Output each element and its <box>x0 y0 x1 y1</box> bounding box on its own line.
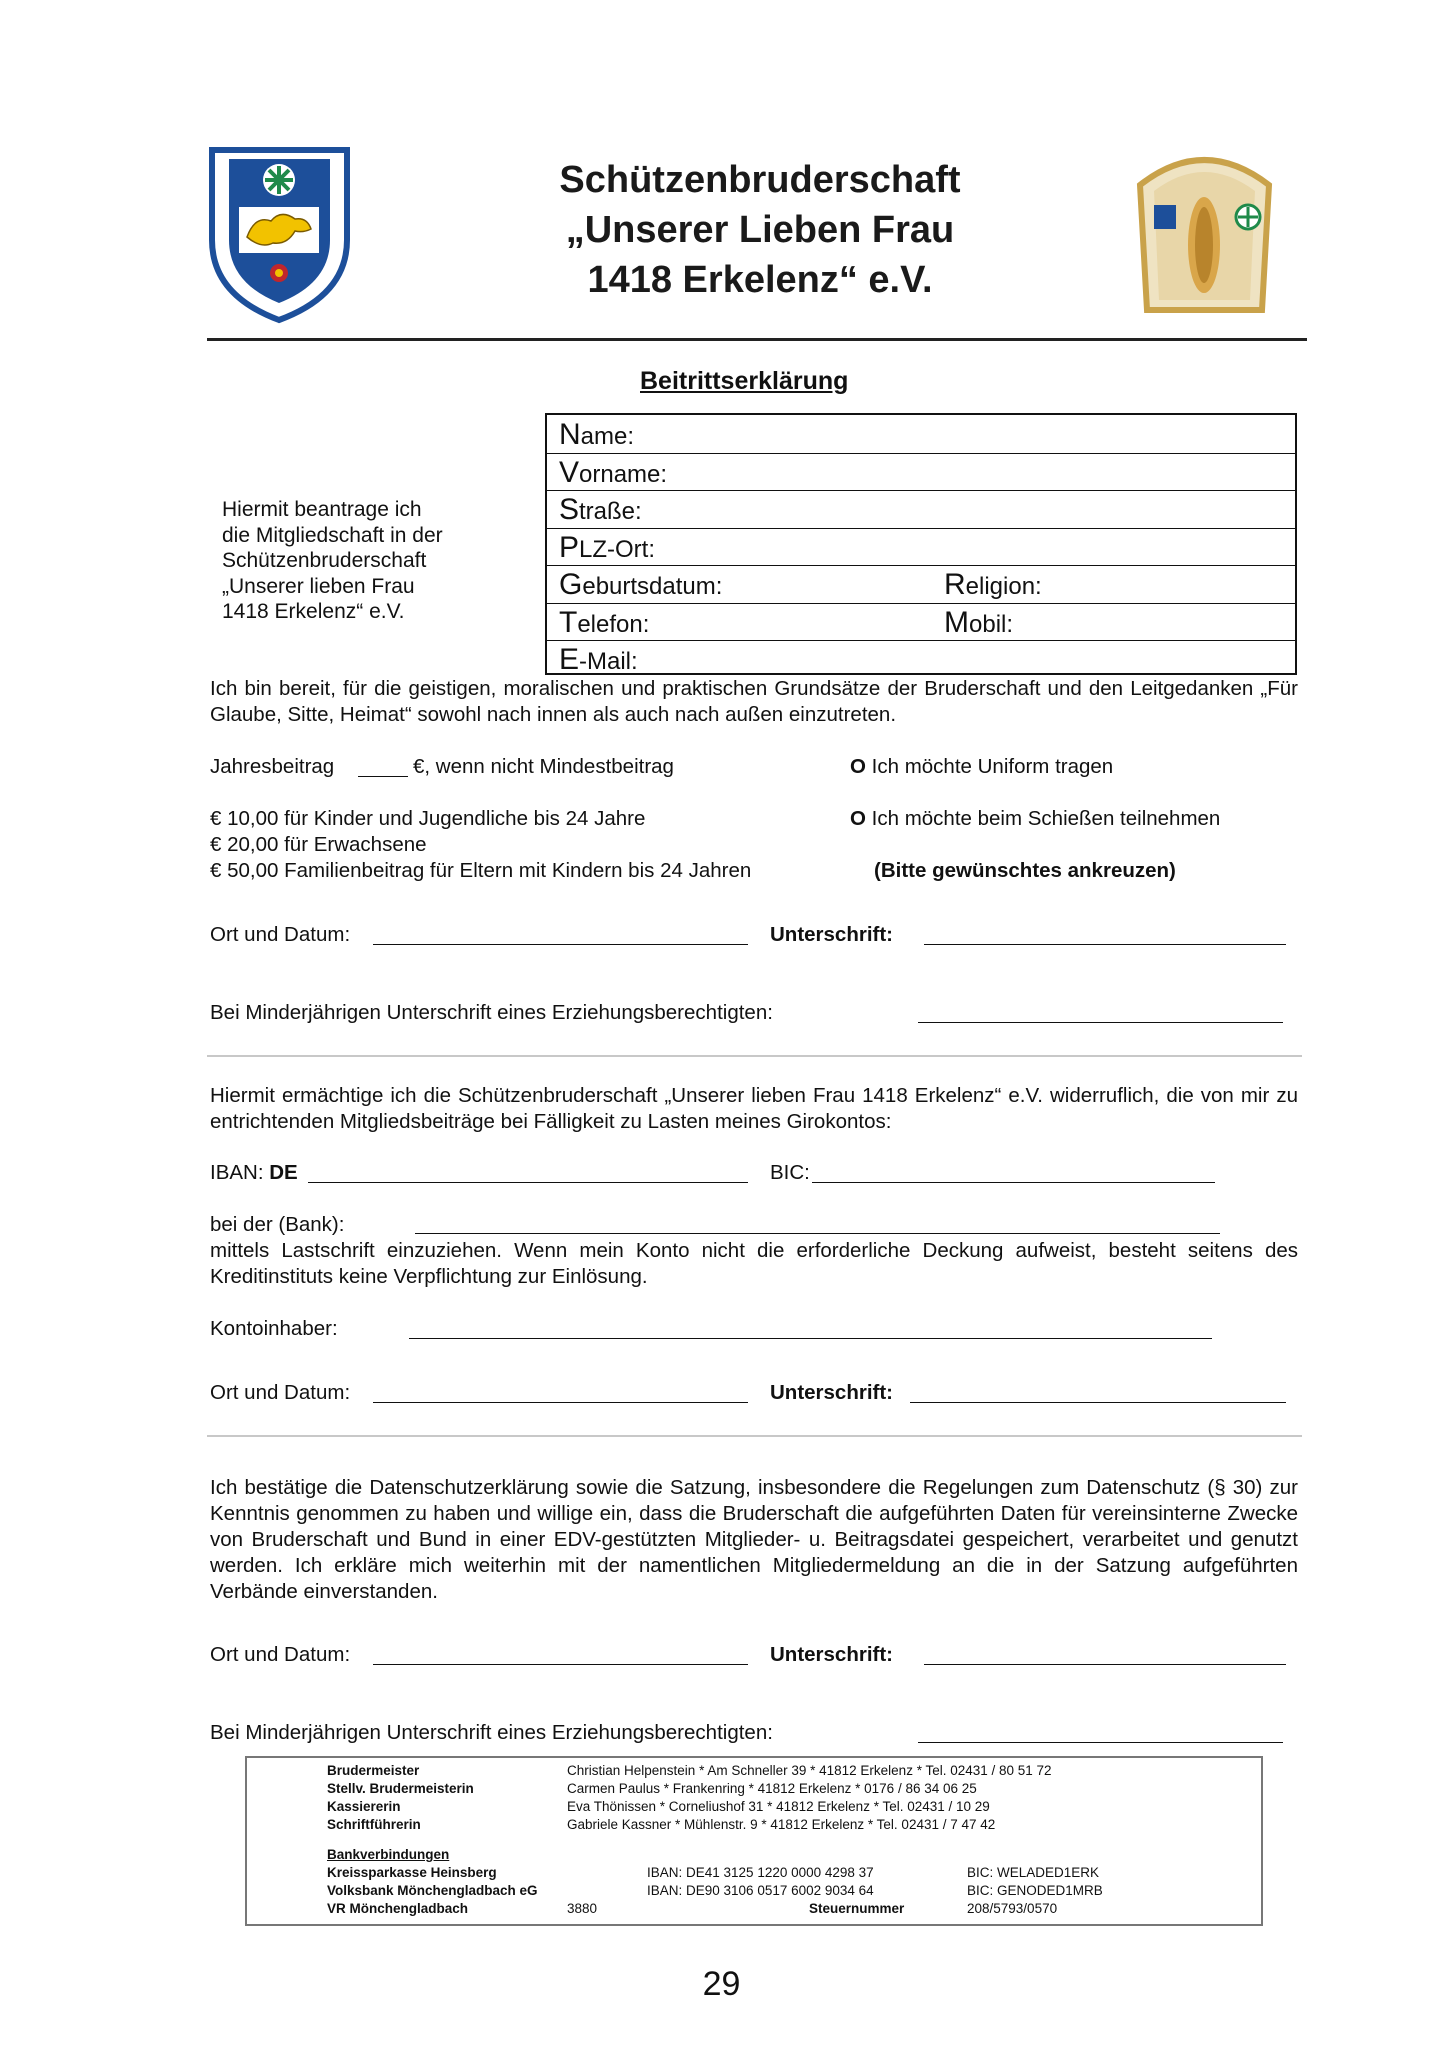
intro-line: „Unserer lieben Frau <box>222 574 415 598</box>
jahresbeitrag-label: Jahresbeitrag <box>210 755 335 778</box>
option-checkbox-icon[interactable]: O <box>850 755 866 778</box>
officer-role: Brudermeister <box>327 1763 420 1778</box>
option-label: Ich möchte beim Schießen teilnehmen <box>871 807 1221 830</box>
unterschrift-input[interactable] <box>924 944 1286 945</box>
jahresbeitrag-input[interactable] <box>358 776 408 777</box>
title-line-3: 1418 Erkelenz“ e.V. <box>587 259 933 301</box>
email-field[interactable]: E-Mail: <box>559 643 638 676</box>
page-number: 29 <box>702 1965 741 2003</box>
privacy-unterschrift-input[interactable] <box>924 1664 1286 1665</box>
fee-item: € 10,00 für Kinder und Jugendliche bis 24 Jahre <box>210 807 646 830</box>
option-checkbox-icon[interactable]: O <box>850 807 866 830</box>
intro-line: Schützenbruderschaft <box>222 549 427 572</box>
fee-item: € 50,00 Familienbeitrag für Eltern mit Kindern bis 24 Jahren <box>210 859 752 882</box>
bic-label: BIC: <box>770 1161 810 1184</box>
jubilee-badge-icon <box>1132 145 1277 320</box>
sepa-unterschrift-input[interactable] <box>910 1402 1286 1403</box>
bank-name: Kreissparkasse Heinsberg <box>327 1865 497 1880</box>
intro-line: die Mitgliedschaft in der <box>222 523 443 547</box>
bank-input[interactable] <box>415 1233 1220 1234</box>
tax-number: 208/5793/0570 <box>967 1901 1058 1916</box>
plz-ort-field[interactable]: PLZ-Ort: <box>547 528 1295 567</box>
officer-details: Christian Helpenstein * Am Schneller 39 * 41812 Erkelenz * Tel. 02431 / 80 51 72 <box>567 1763 1052 1778</box>
bank-heading: Bankverbindungen <box>327 1847 450 1862</box>
title-line-1: Schützenbruderschaft <box>559 159 961 201</box>
bank-iban: IBAN: DE41 3125 1220 0000 4298 37 <box>647 1865 874 1880</box>
ort-datum-label: Ort und Datum: <box>210 923 351 946</box>
bic-input[interactable] <box>812 1182 1215 1183</box>
page-title <box>480 155 1040 305</box>
officer-role: Schriftführerin <box>327 1817 421 1832</box>
intro-line: 1418 Erkelenz“ e.V. <box>222 600 405 623</box>
option-uniform[interactable] <box>850 755 1113 779</box>
options-hint: (Bitte gewünschtes ankreuzen) <box>874 859 1176 882</box>
minor-signature-label: Bei Minderjährigen Unterschrift eines Erziehungsberechtigten: <box>210 1001 773 1024</box>
personal-data-box <box>545 413 1297 675</box>
geburtsdatum-religion-row[interactable] <box>547 565 1295 604</box>
vr-number: 3880 <box>567 1901 598 1916</box>
shield-crest-icon <box>207 145 352 325</box>
name-field[interactable]: Name: <box>547 415 1295 454</box>
officer-details: Carmen Paulus * Frankenring * 41812 Erkelenz * 0176 / 86 34 06 25 <box>567 1781 977 1796</box>
account-holder-input[interactable] <box>409 1338 1212 1339</box>
sepa-unterschrift-label: Unterschrift: <box>770 1381 894 1404</box>
privacy-unterschrift-label: Unterschrift: <box>770 1643 894 1666</box>
officer-details: Gabriele Kassner * Mühlenstr. 9 * 41812 Erkelenz * Tel. 02431 / 7 47 42 <box>567 1817 996 1832</box>
geburtsdatum-field: Geburtsdatum: <box>559 568 723 601</box>
sepa-ort-datum-input[interactable] <box>373 1402 748 1403</box>
section-divider <box>207 1055 1302 1057</box>
bank-bic: BIC: GENODED1MRB <box>967 1883 1103 1898</box>
bank-name: Volksbank Mönchengladbach eG <box>327 1883 538 1898</box>
tax-label: Steuernummer <box>809 1901 905 1916</box>
mobil-field: Mobil: <box>944 605 1014 639</box>
option-label: Ich möchte Uniform tragen <box>871 755 1114 778</box>
intro-line: Hiermit beantrage ich <box>222 498 422 521</box>
form-heading: Beitrittserklärung <box>640 367 849 395</box>
bank-label: bei der (Bank): <box>210 1213 345 1236</box>
left-logo <box>207 145 352 325</box>
option-schiessen[interactable] <box>850 807 1220 831</box>
section-divider <box>207 1435 1302 1437</box>
account-holder-label: Kontoinhaber: <box>210 1317 338 1340</box>
iban-label: IBAN: DE <box>210 1161 298 1184</box>
telefon-mobil-row[interactable] <box>547 603 1295 642</box>
privacy-minor-signature-input[interactable] <box>918 1742 1283 1743</box>
privacy-ort-datum-input[interactable] <box>373 1664 748 1665</box>
fee-item: € 20,00 für Erwachsene <box>210 833 427 856</box>
minor-signature-input[interactable] <box>918 1022 1283 1023</box>
header-divider <box>207 338 1307 341</box>
officer-details: Eva Thönissen * Corneliushof 31 * 41812 Erkelenz * Tel. 02431 / 10 29 <box>567 1799 990 1814</box>
officer-role: Stellv. Brudermeisterin <box>327 1781 474 1796</box>
iban-input[interactable] <box>308 1182 748 1183</box>
privacy-minor-signature-label: Bei Minderjährigen Unterschrift eines Erziehungsberechtigten: <box>210 1721 773 1744</box>
bank-iban: IBAN: DE90 3106 0517 6002 9034 64 <box>647 1883 874 1898</box>
strasse-field[interactable]: Straße: <box>547 490 1295 529</box>
right-logo <box>1132 145 1277 320</box>
bank-name: VR Mönchengladbach <box>327 1901 469 1916</box>
sepa-authorization-text: Hiermit ermächtige ich die Schützenbruderschaft „Unserer lieben Frau 1418 Erkelenz“ e.V. widerruflich, die von mir zu entrichtenden Mitgliedsbeiträge bei Fälligkeit zu Lasten meines Girokontos: <box>210 1084 1298 1133</box>
privacy-ort-datum-label: Ort und Datum: <box>210 1643 351 1666</box>
iban-prefix: DE <box>269 1161 298 1184</box>
title-line-2: „Unserer Lieben Frau <box>565 209 955 251</box>
jahresbeitrag-suffix: €, wenn nicht Mindestbeitrag <box>413 755 674 778</box>
commitment-text: Ich bin bereit, für die geistigen, moralischen und praktischen Grundsätze der Bruderschaft und den Leitgedanken „Für Glaube, Sitte, Heimat“ sowohl nach innen als auch nach außen einzutreten. <box>210 677 1298 726</box>
religion-field: Religion: <box>944 568 1042 601</box>
bank-bic: BIC: WELADED1ERK <box>967 1865 1100 1880</box>
privacy-text: Ich bestätige die Datenschutzerklärung sowie die Satzung, insbesondere die Regelungen zum Datenschutz (§ 30) zur Kenntnis genommen zu haben und willige ein, dass die Bruderschaft die aufgeführten Daten für vereinsinterne Zwecke von Bruderschaft und Bund in einer EDV-gestützten Mitglieder- u. Beitragsdatei gespeichert, verarbeitet und genutzt werden. Ich erkläre mich weiterhin mit der namentlichen Mitgliedermeldung an die in der Satzung aufgeführten Verbände einverstanden. <box>210 1476 1298 1603</box>
officer-role: Kassiererin <box>327 1799 401 1814</box>
debit-text: mittels Lastschrift einzuziehen. Wenn mein Konto nicht die erforderliche Deckung aufweist, besteht seitens des Kreditinstituts keine Verpflichtung zur Einlösung. <box>210 1239 1298 1288</box>
association-info-box <box>245 1756 1263 1926</box>
ort-datum-input[interactable] <box>373 944 748 945</box>
vorname-field[interactable]: Vorname: <box>547 453 1295 492</box>
unterschrift-label: Unterschrift: <box>770 923 894 946</box>
intro-text <box>222 497 443 625</box>
sepa-ort-datum-label: Ort und Datum: <box>210 1381 351 1404</box>
telefon-field: Telefon: <box>559 605 650 639</box>
